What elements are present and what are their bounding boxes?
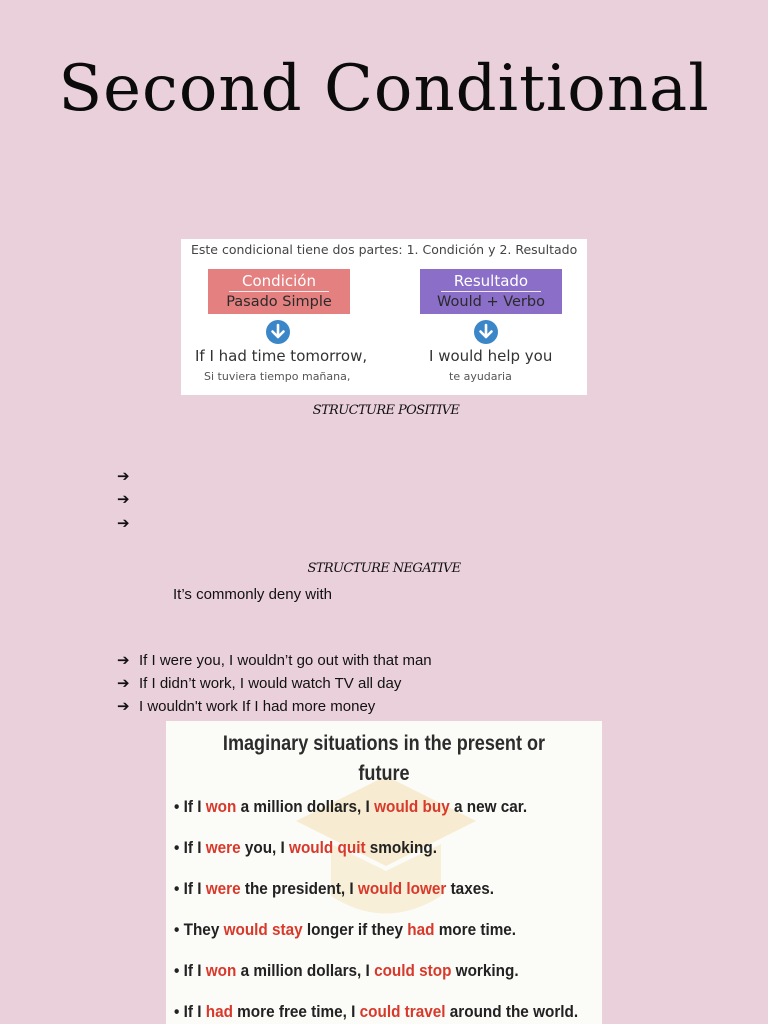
result-box [420,269,562,314]
conditional-verb-highlight: could travel [359,1002,446,1021]
example-sentence: • If I won a million dollars, I would buy a new car. [174,797,528,816]
arrow-right-icon: ➔ [117,675,130,692]
conditional-verb-highlight: could stop [374,961,452,980]
bullet-dot-icon: • [174,797,184,816]
arrow-right-icon: ➔ [117,652,130,669]
conditional-verb-highlight: had [407,920,435,939]
conditional-verb-highlight: won [205,797,237,816]
example-sentence: • If I had more free time, I could travel around the world. [174,1002,579,1021]
condition-subtitle: Pasado Simple [226,294,332,310]
example-sentence: • If I were you, I would quit smoking. [174,838,437,857]
conditional-verb-highlight: would quit [289,838,366,857]
result-example: I would help you [429,347,553,365]
negative-bullet [117,674,401,692]
bullet-dot-icon: • [174,920,184,939]
down-arrow-circle-icon [473,319,499,345]
conditional-verb-highlight: won [205,961,237,980]
bullet-dot-icon: • [174,838,184,857]
conditional-verb-highlight: would buy [374,797,450,816]
structure-negative-heading: STRUCTURE NEGATIVE [307,561,461,576]
structure-positive-heading: STRUCTURE POSITIVE [312,403,460,418]
condition-label: Condición [242,272,316,290]
positive-bullet [117,467,139,485]
arrow-right-icon: ➔ [117,698,130,715]
conditional-verb-highlight: were [205,838,241,857]
result-translation: te ayudaria [449,370,512,383]
infographic-intro: Este condicional tiene dos partes: 1. Condición y 2. Resultado [191,242,578,257]
positive-bullet [117,514,139,532]
infographic-title [197,729,572,789]
negative-bullet-text: I wouldn't work If I had more money [139,698,376,715]
bullet-dot-icon: • [174,879,184,898]
infographic-title-line: Imaginary situations in the present or [222,732,546,755]
negative-bullet [117,697,375,715]
example-sentence: • If I were the president, I would lower taxes. [174,879,494,898]
conditional-verb-highlight: would stay [223,920,303,939]
page-title: Second Conditional [58,52,710,126]
positive-bullet [117,490,139,508]
conditional-parts-infographic [181,239,587,395]
example-sentence: • If I won a million dollars, I could stop working. [174,961,519,980]
condition-divider [229,291,329,292]
imaginary-situations-infographic [166,721,602,1024]
negative-bullet-text: If I didn’t work, I would watch TV all day [139,675,402,692]
arrow-right-icon: ➔ [117,468,130,485]
negative-bullet [117,651,432,669]
bullet-dot-icon: • [174,961,184,980]
result-label: Resultado [453,272,529,290]
down-arrow-circle-icon [265,319,291,345]
arrow-right-icon: ➔ [117,515,130,532]
conditional-verb-highlight: were [205,879,241,898]
result-divider [441,291,541,292]
condition-translation: Si tuviera tiempo mañana, [204,370,351,383]
conditional-verb-highlight: would lower [357,879,447,898]
negative-note: It’s commonly deny with [173,586,332,603]
arrow-right-icon: ➔ [117,491,130,508]
bullet-dot-icon: • [174,1002,184,1021]
infographic-title-line: future [358,762,410,785]
condition-box [208,269,350,314]
example-sentence: • They would stay longer if they had more time. [174,920,517,939]
result-subtitle: Would + Verbo [437,294,545,310]
condition-example: If I had time tomorrow, [195,347,368,365]
negative-bullet-text: If I were you, I wouldn’t go out with that man [139,652,432,669]
conditional-verb-highlight: had [205,1002,233,1021]
